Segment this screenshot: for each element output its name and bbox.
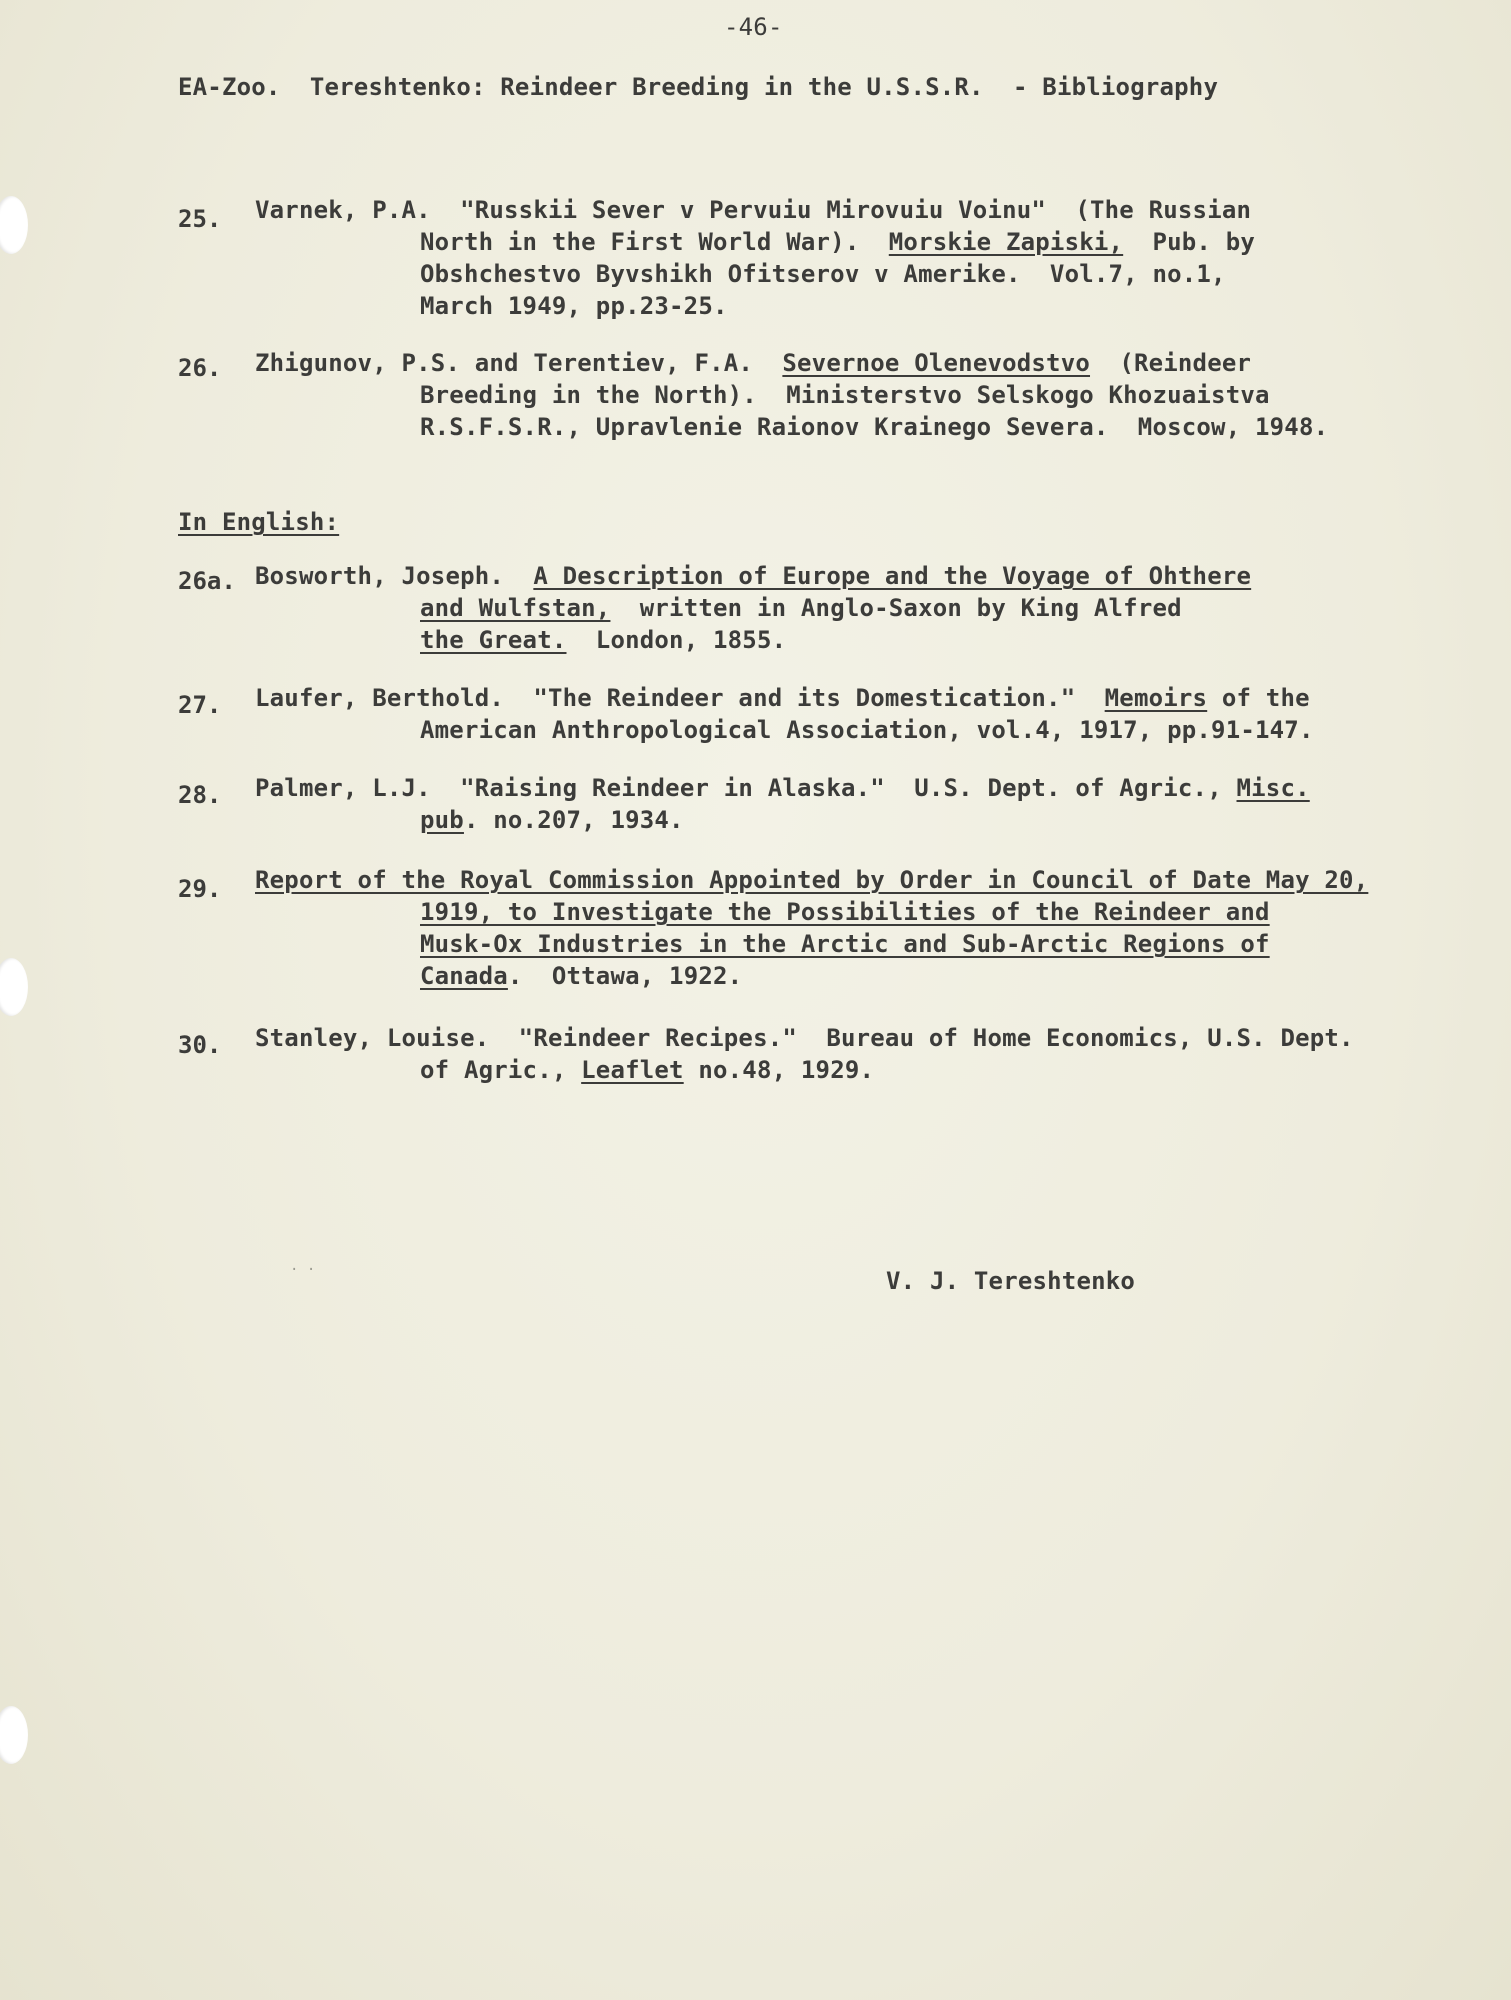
entry-line: pub. no.207, 1934. <box>420 806 684 834</box>
entry-number: 27. <box>178 691 222 719</box>
entry-line: Laufer, Berthold. "The Reindeer and its Domestication." Memoirs of the <box>255 684 1310 712</box>
entry-number: 26. <box>178 354 222 382</box>
entry-number: 29. <box>178 875 222 903</box>
entry-number: 30. <box>178 1031 222 1059</box>
entry-number: 26a. <box>178 567 236 595</box>
entry-number: 28. <box>178 781 222 809</box>
entry-number: 25. <box>178 205 222 233</box>
entry-line: Report of the Royal Commission Appointed by Order in Council of Date May 20, <box>255 866 1369 894</box>
page-header: EA-Zoo. Tereshtenko: Reindeer Breeding in the U.S.S.R. - Bibliography <box>178 73 1219 101</box>
signature: V. J. Tereshtenko <box>886 1267 1136 1295</box>
paper-speck: · · <box>290 1262 316 1278</box>
page-number: -46- <box>724 13 783 41</box>
entry-line: Varnek, P.A. "Russkii Sever v Pervuiu Mirovuiu Voinu" (The Russian <box>255 196 1252 224</box>
entry-line: Zhigunov, P.S. and Terentiev, F.A. Severnoe Olenevodstvo (Reindeer <box>255 349 1252 377</box>
entry-line: Obshchestvo Byvshikh Ofitserov v Amerike. Vol.7, no.1, <box>420 260 1226 288</box>
entry-line: the Great. London, 1855. <box>420 626 787 654</box>
entry-line: Stanley, Louise. "Reindeer Recipes." Bureau of Home Economics, U.S. Dept. <box>255 1024 1354 1052</box>
entry-line: Palmer, L.J. "Raising Reindeer in Alaska." U.S. Dept. of Agric., Misc. <box>255 774 1310 802</box>
punch-hole <box>0 958 28 1016</box>
entry-line: of Agric., Leaflet no.48, 1929. <box>420 1056 875 1084</box>
entry-line: Musk-Ox Industries in the Arctic and Sub-Arctic Regions of <box>420 930 1270 958</box>
entry-line: Bosworth, Joseph. A Description of Europe and the Voyage of Ohthere <box>255 562 1252 590</box>
entry-line: North in the First World War). Morskie Zapiski, Pub. by <box>420 228 1256 256</box>
entry-line: Canada. Ottawa, 1922. <box>420 962 743 990</box>
entry-line: and Wulfstan, written in Anglo-Saxon by King Alfred <box>420 594 1182 622</box>
punch-hole <box>0 1706 28 1764</box>
entry-line: March 1949, pp.23-25. <box>420 292 728 320</box>
entry-line: 1919, to Investigate the Possibilities of the Reindeer and <box>420 898 1270 926</box>
section-heading: In English: <box>178 508 340 536</box>
entry-line: Breeding in the North). Ministerstvo Selskogo Khozuaistva <box>420 381 1270 409</box>
entry-line: American Anthropological Association, vol.4, 1917, pp.91-147. <box>420 716 1314 744</box>
entry-line: R.S.F.S.R., Upravlenie Raionov Krainego Severa. Moscow, 1948. <box>420 413 1329 441</box>
punch-hole <box>0 196 28 254</box>
